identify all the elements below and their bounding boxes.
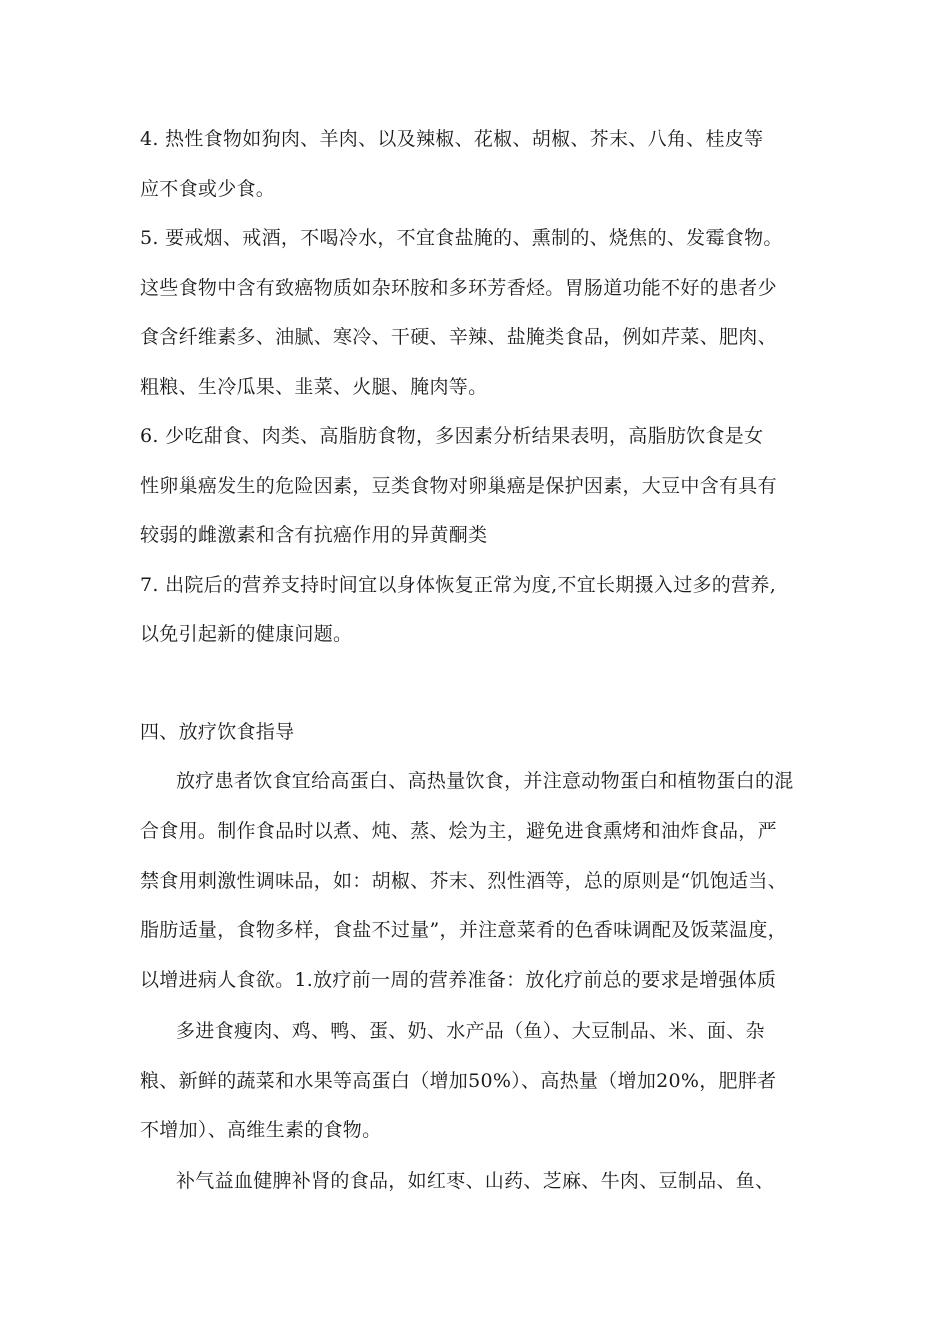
text-line-item5-cont1: 这些食物中含有致癌物质如杂环胺和多环芳香烃。胃肠道功能不好的患者少: [140, 277, 777, 299]
text-line-item5-cont3: 粗粮、生冷瓜果、韭菜、火腿、腌肉等。: [140, 376, 488, 398]
paragraph-line-5: 以增进病人食欲。1.放疗前一周的营养准备：放化疗前总的要求是增强体质: [140, 969, 777, 991]
paragraph3-line-1: 补气益血健脾补肾的食品，如红枣、山药、芝麻、牛肉、豆制品、鱼、: [176, 1170, 775, 1192]
paragraph2-line-1: 多进食瘦肉、鸡、鸭、蛋、奶、水产品（鱼）、大豆制品、米、面、杂: [176, 1020, 765, 1042]
text-line-item5-cont2: 食含纤维素多、油腻、寒冷、干硬、辛辣、盐腌类食品，例如芹菜、肥肉、: [140, 326, 777, 348]
text-line-item6: 6. 少吃甜食、肉类、高脂肪食物，多因素分析结果表明，高脂肪饮食是女: [140, 425, 764, 447]
paragraph-line-2: 合食用。制作食品时以煮、炖、蒸、烩为主，避免进食熏烤和油炸食品，严: [140, 820, 777, 842]
text-line-item4-cont: 应不食或少食。: [140, 178, 276, 200]
paragraph-line-1: 放疗患者饮食宜给高蛋白、高热量饮食，并注意动物蛋白和植物蛋白的混: [176, 770, 794, 792]
paragraph-line-3: 禁食用刺激性调味品，如：胡椒、芥末、烈性酒等，总的原则是“饥饱适当、: [140, 870, 787, 892]
text-line-item6-cont2: 较弱的雌激素和含有抗癌作用的异黄酮类: [140, 524, 488, 546]
paragraph2-line-2: 粮、新鲜的蔬菜和水果等高蛋白（增加50%）、高热量（增加20%，肥胖者: [140, 1070, 777, 1092]
paragraph2-line-3: 不增加）、高维生素的食物。: [140, 1119, 382, 1141]
section-heading: 四、放疗饮食指导: [140, 721, 295, 743]
text-line-item5: 5. 要戒烟、戒酒，不喝冷水，不宜食盐腌的、熏制的、烧焦的、发霉食物。: [140, 227, 783, 249]
text-line-item7-cont: 以免引起新的健康问题。: [140, 623, 353, 645]
text-line-item7: 7. 出院后的营养支持时间宜以身体恢复正常为度,不宜长期摄入过多的营养,: [140, 574, 777, 596]
text-line-item6-cont1: 性卵巢癌发生的危险因素，豆类食物对卵巢癌是保护因素，大豆中含有具有: [140, 475, 777, 497]
text-line-item4: 4. 热性食物如狗肉、羊肉、以及辣椒、花椒、胡椒、芥末、八角、桂皮等: [140, 128, 764, 150]
paragraph-line-4: 脂肪适量，食物多样，食盐不过量”，并注意菜肴的色香味调配及饭菜温度，: [140, 919, 787, 941]
